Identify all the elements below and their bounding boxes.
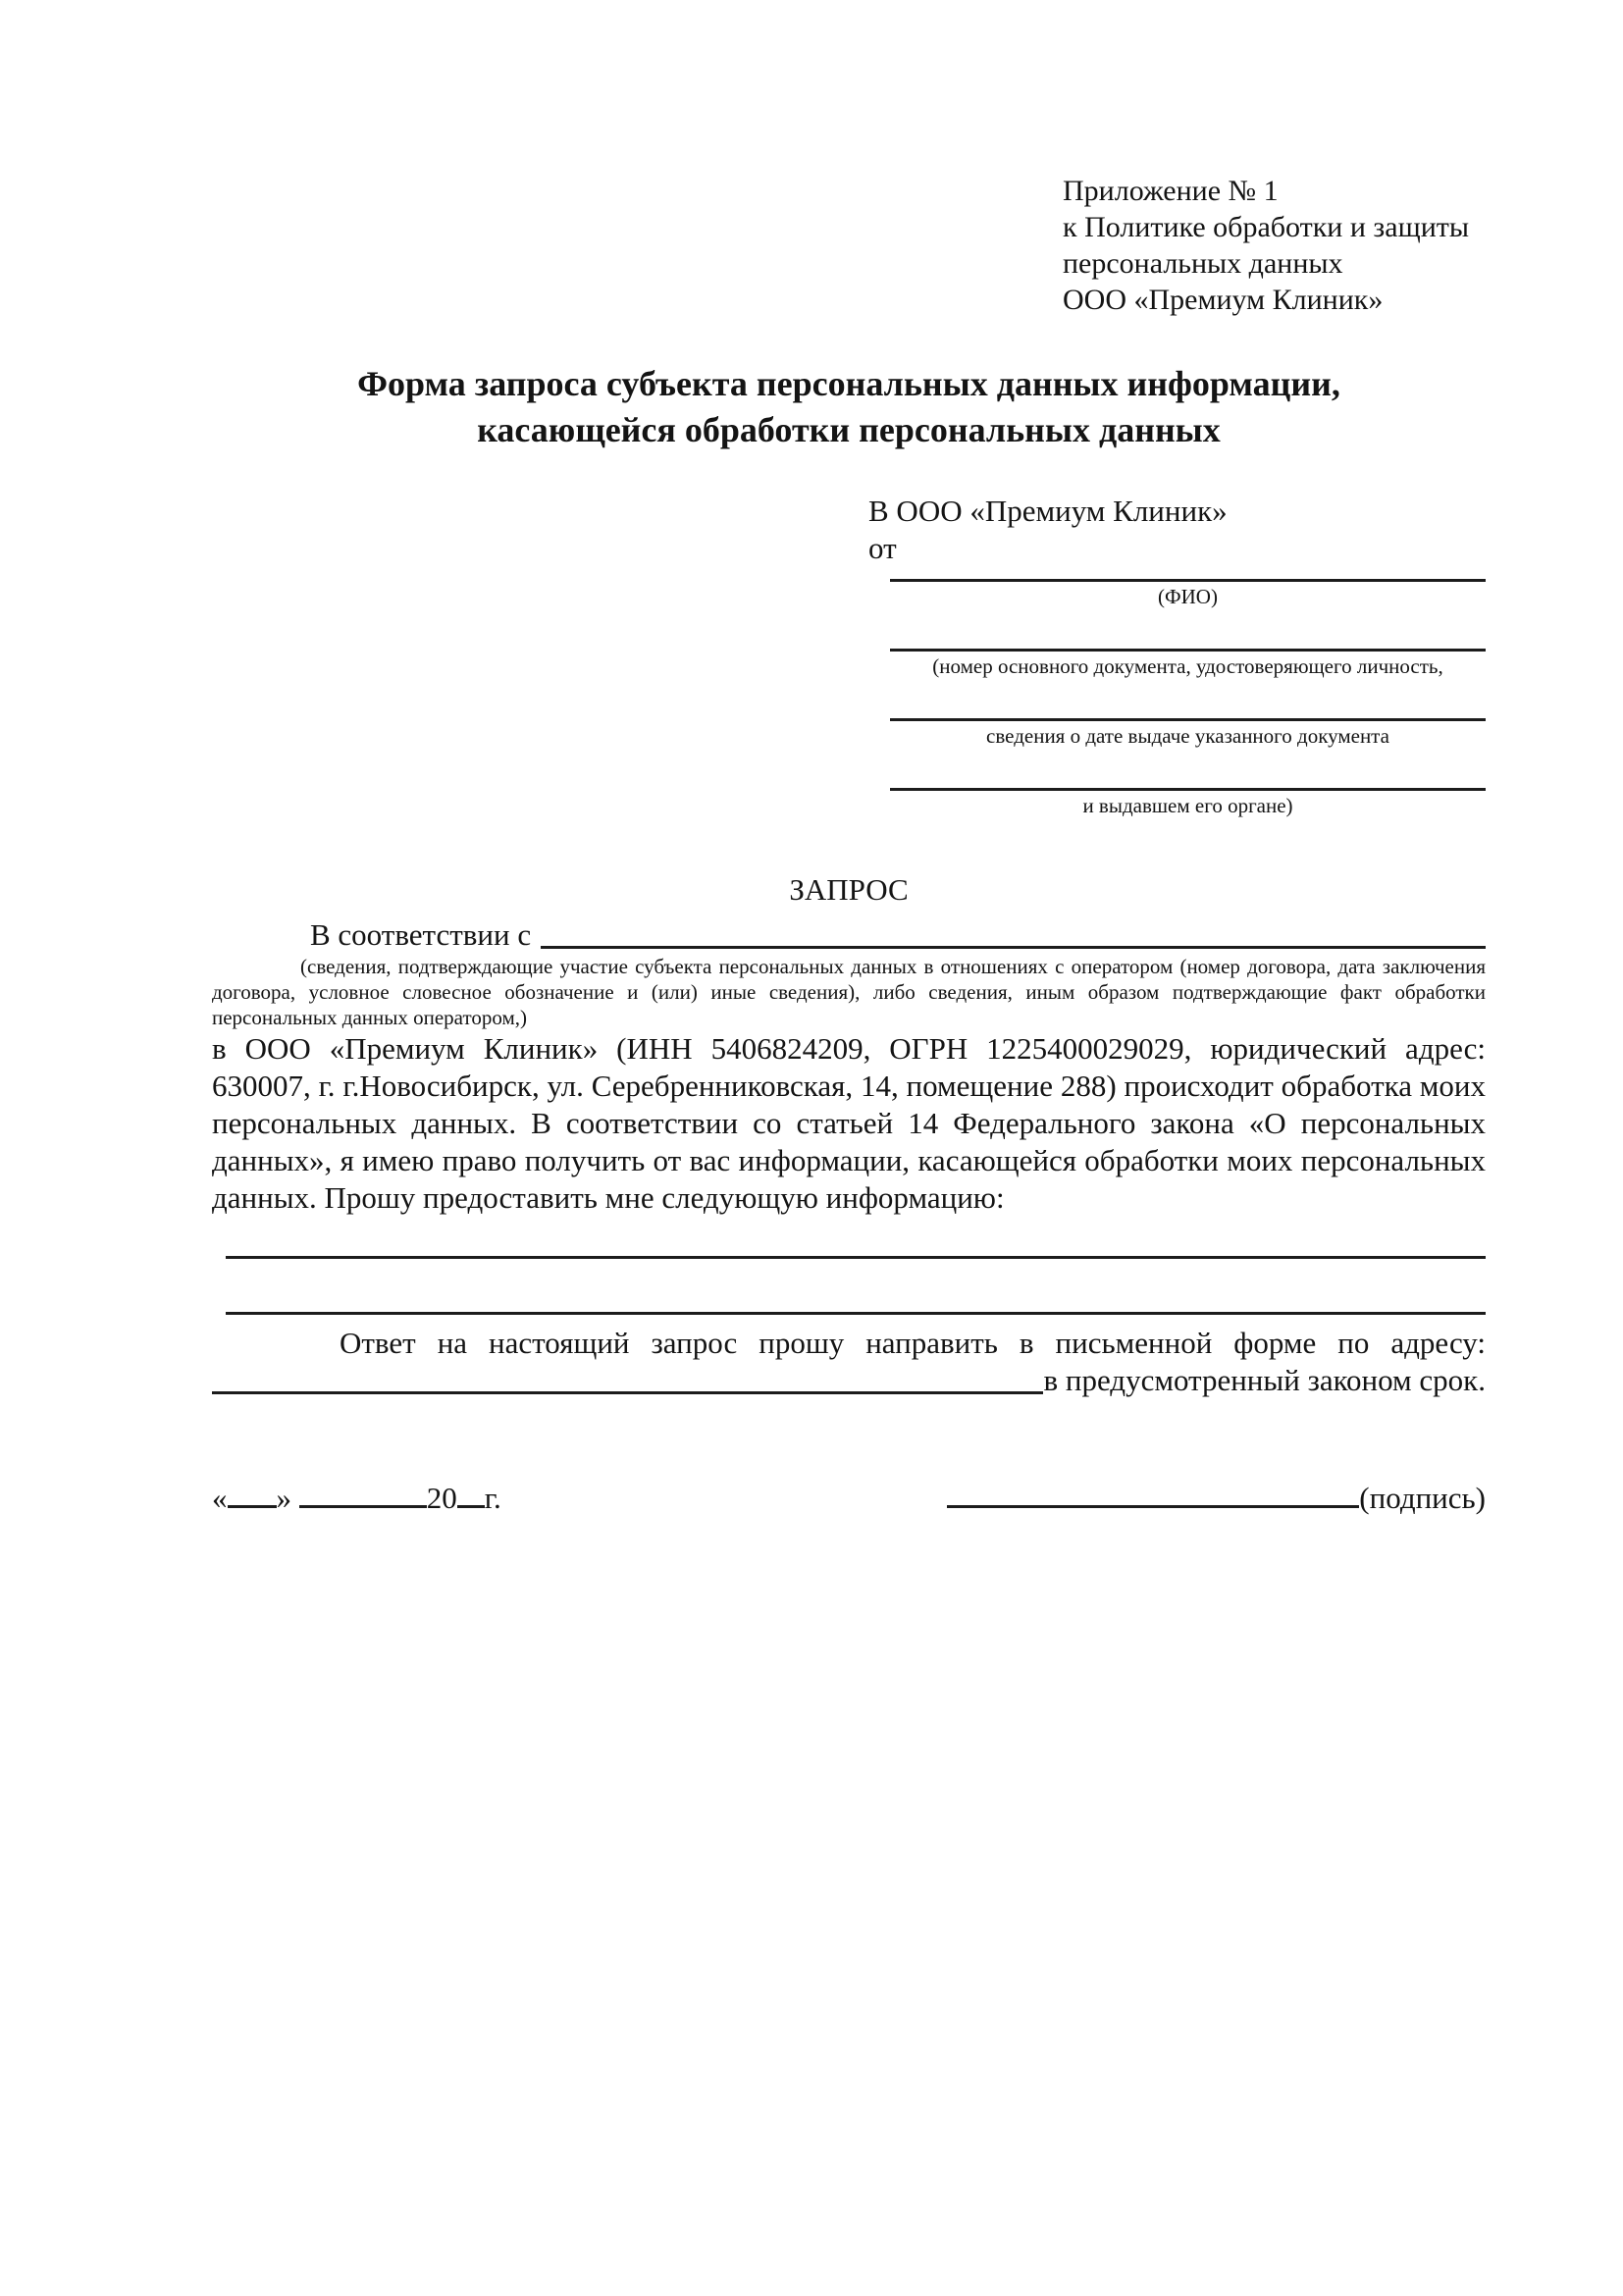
doc-number-caption: (номер основного документа, удостоверяющего личность, bbox=[932, 654, 1443, 678]
title-line-1: Форма запроса субъекта персональных данных информации, bbox=[357, 364, 1340, 403]
signature-underline bbox=[947, 1480, 1359, 1508]
addressee-to: В ООО «Премиум Клиник» bbox=[868, 494, 1228, 528]
signature-field bbox=[947, 1480, 1486, 1517]
addressee-fields bbox=[890, 567, 1486, 818]
issue-date-field-underline bbox=[890, 679, 1486, 721]
accordance-label: В соответствии с bbox=[310, 917, 532, 952]
reply-paragraph bbox=[212, 1325, 1486, 1399]
month-blank bbox=[299, 1480, 427, 1508]
reply-address-underline bbox=[212, 1362, 1043, 1394]
issue-date-caption: сведения о дате выдаче указанного документа bbox=[986, 724, 1389, 748]
date-close-quote: » bbox=[276, 1481, 291, 1515]
appendix-line-3: персональных данных bbox=[1063, 247, 1343, 280]
issuing-authority-caption: и выдавшем его органе) bbox=[1082, 794, 1293, 817]
fio-field-underline bbox=[890, 567, 1486, 582]
fio-caption: (ФИО) bbox=[1158, 585, 1218, 608]
appendix-line-1: Приложение № 1 bbox=[1063, 175, 1279, 207]
reply-line-1: Ответ на настоящий запрос прошу направить в письменной форме по адресу: bbox=[340, 1326, 1486, 1360]
addressee-block bbox=[868, 493, 1486, 818]
year-prefix: 20 bbox=[426, 1481, 457, 1515]
addressee-from-label: от bbox=[868, 531, 897, 565]
appendix-block bbox=[1063, 173, 1486, 318]
info-blank-line-2 bbox=[226, 1312, 1486, 1315]
title-line-2: касающейся обработки персональных данных bbox=[477, 410, 1221, 449]
date-field bbox=[212, 1480, 501, 1517]
date-signature-row bbox=[212, 1480, 1486, 1517]
appendix-line-4: ООО «Премиум Клиник» bbox=[1063, 284, 1384, 316]
reply-line-2 bbox=[212, 1362, 1486, 1399]
accordance-row bbox=[212, 916, 1486, 954]
info-blank-line-1 bbox=[226, 1256, 1486, 1259]
appendix-line-2: к Политике обработки и защиты bbox=[1063, 211, 1470, 243]
doc-number-field-underline bbox=[890, 609, 1486, 652]
accordance-field-underline bbox=[541, 916, 1486, 949]
year-blank bbox=[457, 1480, 485, 1508]
reply-line-2-suffix: в предусмотренный законом срок. bbox=[1043, 1363, 1486, 1397]
signature-caption: (подпись) bbox=[1359, 1481, 1486, 1515]
document-title bbox=[212, 361, 1486, 453]
issuing-authority-field-underline bbox=[890, 749, 1486, 791]
request-heading: ЗАПРОС bbox=[789, 872, 909, 907]
year-suffix: г. bbox=[484, 1481, 501, 1515]
date-open-quote: « bbox=[212, 1481, 228, 1515]
relationship-note: (сведения, подтверждающие участие субъекта персональных данных в отношениях с оператором (номер договора, дата заключения договора, условное словесное обозначение и (или) иные сведения), либо сведения, иным образом подтверждающие факт обработки персональных данных оператором,) bbox=[212, 955, 1486, 1029]
day-blank bbox=[228, 1480, 277, 1508]
document-content bbox=[212, 0, 1486, 1517]
body-paragraph: в ООО «Премиум Клиник» (ИНН 5406824209, ОГРН 1225400029029, юридический адрес: 630007, г. г.Новосибирск, ул. Серебренниковская, 14, помещение 288) происходит обработка моих персональных данных. В соответствии со статьей 14 Федерального закона «О персональных данных», я имею право получить от вас информации, касающейся обработки моих персональных данных. Прошу предоставить мне следующую информацию: bbox=[212, 1031, 1486, 1215]
